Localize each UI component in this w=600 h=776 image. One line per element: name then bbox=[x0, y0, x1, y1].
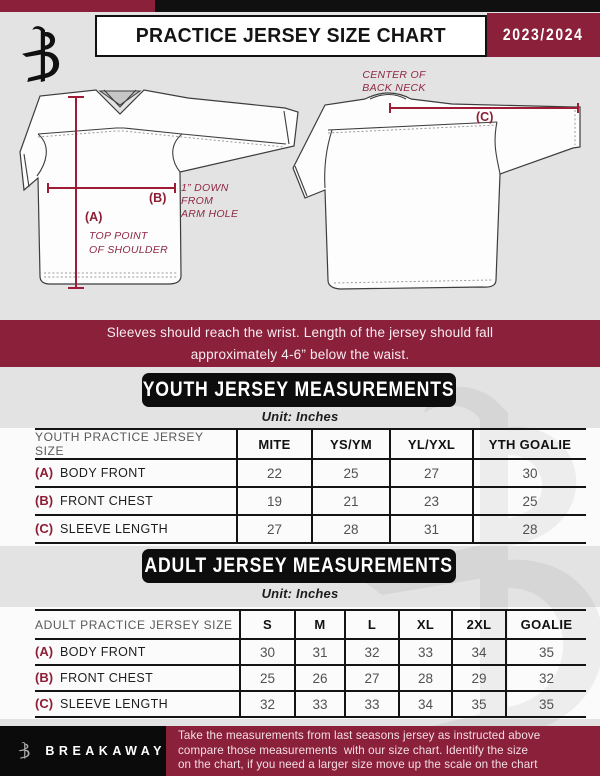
size-value-cell: 28 bbox=[473, 515, 586, 543]
fit-note-banner bbox=[0, 320, 600, 367]
size-value-cell: 23 bbox=[390, 487, 473, 515]
footer-instruction-line: Take the measurements from last seasons jersey as instructed above bbox=[178, 728, 541, 742]
footer-instruction-line: compare those measurements with our size chart. Identify the size bbox=[178, 743, 529, 757]
size-column-header: MITE bbox=[237, 429, 312, 459]
breakaway-logo-icon bbox=[20, 15, 72, 97]
size-value-cell: 22 bbox=[237, 459, 312, 487]
size-value-cell: 27 bbox=[237, 515, 312, 543]
breakaway-logo-small-icon bbox=[18, 736, 33, 766]
size-value-cell: 25 bbox=[473, 487, 586, 515]
size-value-cell: 33 bbox=[345, 691, 399, 717]
fit-note-line: approximately 4-6” below the waist. bbox=[190, 346, 410, 362]
table-header-row bbox=[35, 610, 586, 639]
measurement-label: (B) FRONT CHEST bbox=[35, 670, 154, 685]
size-column-header: S bbox=[240, 610, 295, 639]
table-corner-label: ADULT PRACTICE JERSEY SIZE bbox=[35, 617, 233, 632]
size-value-cell: 27 bbox=[390, 459, 473, 487]
adult-size-table bbox=[35, 609, 586, 718]
size-value-cell: 34 bbox=[399, 691, 452, 717]
brand-name: BREAKAWAY bbox=[45, 744, 166, 758]
table-corner-label: YOUTH PRACTICE JERSEY SIZE bbox=[35, 430, 204, 458]
youth-unit-label: Unit: Inches bbox=[261, 409, 339, 424]
size-value-cell: 19 bbox=[237, 487, 312, 515]
table-row bbox=[35, 665, 586, 691]
size-column-header: YTH GOALIE bbox=[473, 429, 586, 459]
table-row bbox=[35, 487, 586, 515]
size-column-header: XL bbox=[399, 610, 452, 639]
table-row bbox=[35, 459, 586, 487]
measure-note-c: CENTER OF BACK NECK bbox=[362, 69, 426, 94]
youth-section-title: YOUTH JERSEY MEASUREMENTS bbox=[142, 373, 456, 407]
footer-instructions bbox=[166, 726, 600, 776]
size-value-cell: 33 bbox=[399, 639, 452, 665]
size-value-cell: 30 bbox=[240, 639, 295, 665]
top-strip-black bbox=[155, 0, 600, 12]
youth-size-table bbox=[35, 428, 586, 544]
size-value-cell: 34 bbox=[452, 639, 506, 665]
size-value-cell: 28 bbox=[399, 665, 452, 691]
size-column-header: YS/YM bbox=[312, 429, 390, 459]
size-value-cell: 30 bbox=[473, 459, 586, 487]
size-value-cell: 25 bbox=[312, 459, 390, 487]
table-row bbox=[35, 639, 586, 665]
table-row bbox=[35, 691, 586, 717]
size-value-cell: 33 bbox=[295, 691, 345, 717]
footer-brand-block bbox=[0, 726, 166, 776]
size-value-cell: 32 bbox=[506, 665, 586, 691]
size-value-cell: 32 bbox=[345, 639, 399, 665]
size-value-cell: 29 bbox=[452, 665, 506, 691]
measure-note-a: TOP POINT OF SHOULDER bbox=[89, 230, 168, 256]
adult-section-title: ADULT JERSEY MEASUREMENTS bbox=[142, 549, 456, 583]
size-column-header: L bbox=[345, 610, 399, 639]
measure-note-b: 1” DOWN FROM ARM HOLE bbox=[181, 182, 239, 220]
size-value-cell: 26 bbox=[295, 665, 345, 691]
measure-key-a: (A) bbox=[85, 210, 103, 224]
back-jersey-diagram bbox=[292, 90, 588, 292]
size-column-header: 2XL bbox=[452, 610, 506, 639]
size-value-cell: 28 bbox=[312, 515, 390, 543]
measure-key-b: (B) bbox=[149, 191, 167, 205]
season-badge bbox=[487, 13, 600, 57]
size-value-cell: 31 bbox=[390, 515, 473, 543]
table-header-row bbox=[35, 429, 586, 459]
size-value-cell: 35 bbox=[506, 691, 586, 717]
table-row bbox=[35, 515, 586, 543]
fit-note-line: Sleeves should reach the wrist. Length of the jersey should fall bbox=[106, 324, 494, 340]
footer-instruction-line: on the chart, if you need a larger size move up the scale on the chart bbox=[178, 758, 538, 772]
size-value-cell: 21 bbox=[312, 487, 390, 515]
top-strip bbox=[0, 0, 600, 12]
size-column-header: M bbox=[295, 610, 345, 639]
season-badge-text: 2023/2024 bbox=[503, 25, 584, 44]
size-value-cell: 35 bbox=[452, 691, 506, 717]
size-value-cell: 32 bbox=[240, 691, 295, 717]
size-value-cell: 35 bbox=[506, 639, 586, 665]
measurement-label: (C) SLEEVE LENGTH bbox=[35, 696, 169, 711]
measure-key-c: (C) bbox=[476, 110, 494, 124]
page-title-text: PRACTICE JERSEY SIZE CHART bbox=[135, 24, 447, 47]
adult-unit-label: Unit: Inches bbox=[261, 586, 339, 601]
size-value-cell: 27 bbox=[345, 665, 399, 691]
page-title bbox=[95, 15, 487, 57]
measurement-label: (A) BODY FRONT bbox=[35, 465, 146, 480]
size-value-cell: 25 bbox=[240, 665, 295, 691]
size-value-cell: 31 bbox=[295, 639, 345, 665]
measurement-label: (A) BODY FRONT bbox=[35, 644, 146, 659]
size-column-header: GOALIE bbox=[506, 610, 586, 639]
top-strip-maroon bbox=[0, 0, 155, 12]
size-column-header: YL/YXL bbox=[390, 429, 473, 459]
measurement-label: (C) SLEEVE LENGTH bbox=[35, 521, 169, 536]
measurement-label: (B) FRONT CHEST bbox=[35, 493, 154, 508]
